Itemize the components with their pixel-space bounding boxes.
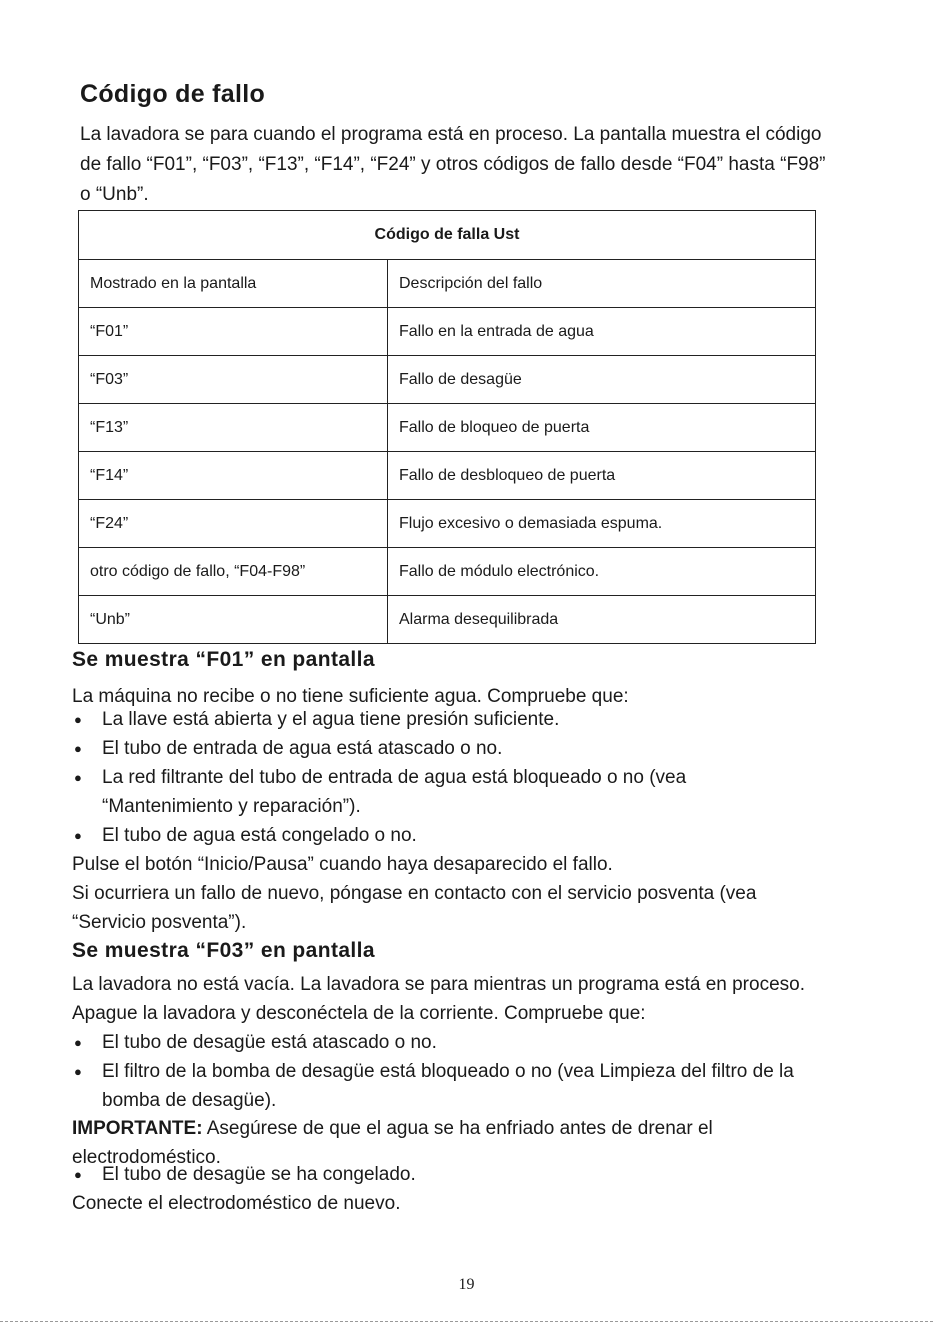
bottom-divider <box>0 1321 933 1322</box>
f01-after-1: Pulse el botón “Inicio/Pausa” cuando haya desaparecido el fallo. <box>72 854 613 875</box>
bullet-text: La red filtrante del tubo de entrada de agua está bloqueado o no (vea “Mantenimiento y reparación”). <box>102 767 687 817</box>
list-item <box>72 1057 812 1115</box>
bullet-icon: ● <box>74 1035 82 1050</box>
table-cell-code: otro código de fallo, “F04-F98” <box>79 548 388 596</box>
header-description: Descripción del fallo <box>388 260 816 308</box>
list-item <box>72 1160 812 1189</box>
bullet-text: El filtro de la bomba de desagüe está bloqueado o no (vea Limpieza del filtro de la bomba de desagüe). <box>102 1061 794 1111</box>
table-cell-code: “F01” <box>79 308 388 356</box>
f01-bullet-list <box>72 705 812 850</box>
page-title: Código de fallo <box>80 80 266 108</box>
intro-paragraph: La lavadora se para cuando el programa está en proceso. La pantalla muestra el código de fallo “F01”, “F03”, “F13”, “F14”, “F24” y otros códigos de fallo desde “F04” hasta “F98” o “Unb”. <box>80 124 826 205</box>
f01-after-2: Si ocurriera un fallo de nuevo, póngase en contacto con el servicio posventa (vea “Servicio posventa”). <box>72 883 757 933</box>
list-item <box>72 734 812 763</box>
table-cell-code: “F03” <box>79 356 388 404</box>
table-row <box>79 356 816 404</box>
table-cell-code: “F24” <box>79 500 388 548</box>
table-cell-code: “Unb” <box>79 596 388 644</box>
bullet-icon: ● <box>74 828 82 843</box>
bullet-icon: ● <box>74 712 82 727</box>
bullet-icon: ● <box>74 741 82 756</box>
f03-bullet-list <box>72 1028 812 1115</box>
table-cell-description: Fallo en la entrada de agua <box>388 308 816 356</box>
table-row <box>79 404 816 452</box>
section-heading-f01: Se muestra “F01” en pantalla <box>72 648 375 671</box>
table-header-row <box>79 260 816 308</box>
list-item <box>72 705 812 734</box>
section-heading-f03: Se muestra “F03” en pantalla <box>72 939 375 962</box>
table-row <box>79 308 816 356</box>
table-cell-code: “F14” <box>79 452 388 500</box>
header-displayed: Mostrado en la pantalla <box>79 260 388 308</box>
f03-lead: La lavadora no está vacía. La lavadora se para mientras un programa está en proceso. Apague la lavadora y desconéctela de la corriente. Compruebe que: <box>72 974 805 1024</box>
f01-lead: La máquina no recibe o no tiene suficiente agua. Compruebe que: <box>72 686 629 707</box>
bullet-text: El tubo de desagüe está atascado o no. <box>102 1032 437 1053</box>
f03-extra-bullet-list <box>72 1160 812 1189</box>
list-item <box>72 821 812 850</box>
important-text: Asegúrese de que el agua se ha enfriado antes de drenar el electrodoméstico. <box>72 1118 713 1168</box>
table-cell-description: Alarma desequilibrada <box>388 596 816 644</box>
bullet-text: El tubo de entrada de agua está atascado o no. <box>102 738 503 759</box>
table-cell-description: Fallo de desagüe <box>388 356 816 404</box>
list-item <box>72 1028 812 1057</box>
bullet-text: El tubo de desagüe se ha congelado. <box>102 1164 416 1185</box>
f03-closing: Conecte el electrodoméstico de nuevo. <box>72 1193 401 1214</box>
table-caption: Código de falla Ust <box>79 211 816 260</box>
table-row <box>79 500 816 548</box>
table-cell-description: Fallo de módulo electrónico. <box>388 548 816 596</box>
bullet-icon: ● <box>74 1064 82 1079</box>
fault-code-table <box>78 210 816 644</box>
important-label: IMPORTANTE: <box>72 1118 203 1139</box>
bullet-text: La llave está abierta y el agua tiene presión suficiente. <box>102 709 560 730</box>
table-caption-row <box>79 211 816 260</box>
list-item <box>72 763 812 821</box>
table-cell-description: Fallo de bloqueo de puerta <box>388 404 816 452</box>
bullet-text: El tubo de agua está congelado o no. <box>102 825 417 846</box>
table-cell-description: Fallo de desbloqueo de puerta <box>388 452 816 500</box>
table-cell-description: Flujo excesivo o demasiada espuma. <box>388 500 816 548</box>
table-cell-code: “F13” <box>79 404 388 452</box>
table-row <box>79 548 816 596</box>
table-row <box>79 596 816 644</box>
bullet-icon: ● <box>74 1167 82 1182</box>
bullet-icon: ● <box>74 770 82 785</box>
table-row <box>79 452 816 500</box>
page-number: 19 <box>458 1276 475 1293</box>
